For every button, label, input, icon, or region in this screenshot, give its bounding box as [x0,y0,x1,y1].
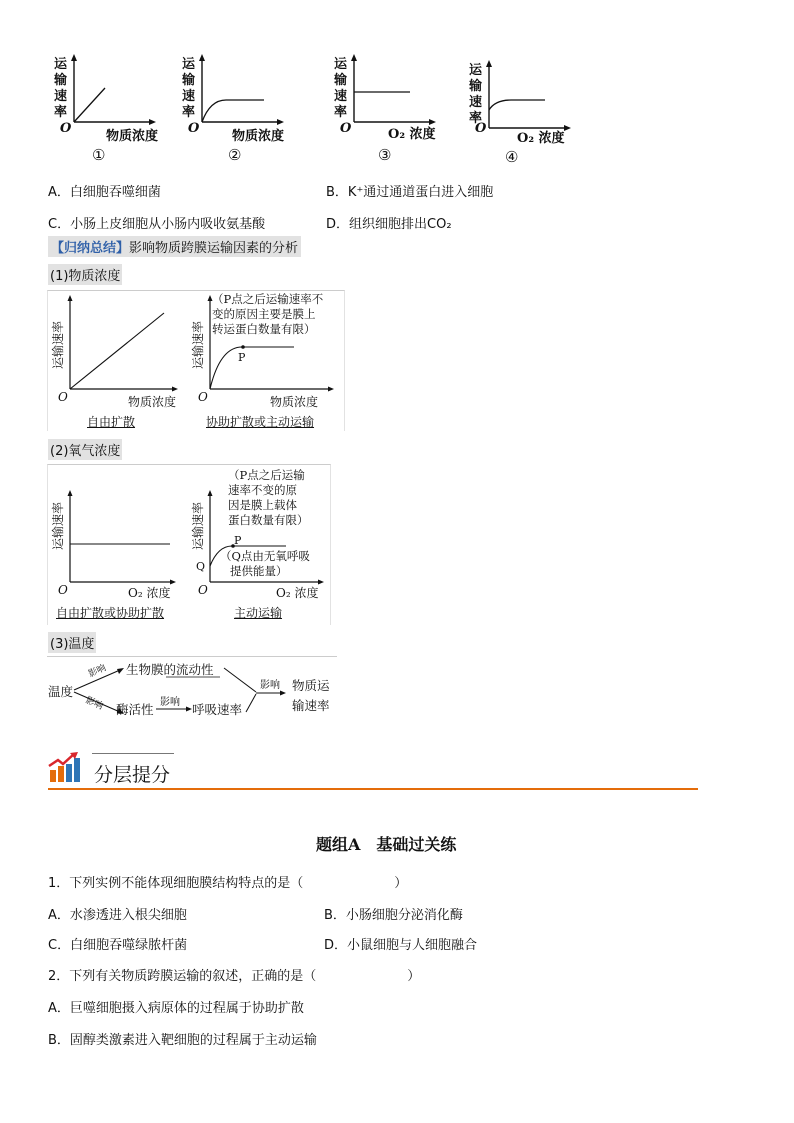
top-graph-1-ylabel-3: 速 [54,89,68,104]
group-title: 题组A 基础过关练 [316,835,457,854]
summary-bracket: 【归纳总结】 [51,241,130,256]
svg-text:速: 速 [334,89,348,104]
svg-text:输: 输 [334,73,348,88]
fig1-right-ylabel: 运输速率 [191,320,205,370]
svg-text:输: 输 [182,73,196,88]
svg-text:运: 运 [182,57,196,72]
svg-text:率: 率 [182,105,196,120]
fig1-right-xlabel: 物质浓度 [270,395,319,409]
top-graph-2-num: ② [228,146,242,164]
fig1-right-caption: 协助扩散或主动运输 [206,415,315,429]
top-graph-4 [465,58,595,168]
fig3-result-2: 输速率 [292,698,330,713]
top-graph-1-num: ① [92,146,106,164]
svg-text:率: 率 [469,111,483,126]
question-1-option-c: C．白细胞吞噬绿脓杆菌 [48,938,188,953]
summary-header [48,236,301,257]
top-graph-2-xlabel: 物质浓度 [232,129,285,144]
fig2-right-ylabel: 运输速率 [191,501,205,551]
svg-text:速: 速 [182,89,196,104]
fig3-affect-3: 影响 [160,697,180,708]
question-1-option-b: B．小肠细胞分泌消化酶 [324,908,463,923]
fig1-right-p: P [238,351,246,364]
fig2-right-q: Q [196,560,206,573]
fig1-left-ylabel: 运输速率 [51,320,65,370]
fig1-left-graph [50,295,190,405]
section-divider [48,788,698,790]
top-graph-3-xlabel: O₂ 浓度 [388,127,436,142]
top-graph-4-origin: O [475,121,487,136]
fig3-diagram [48,656,348,731]
top-graph-4-num: ④ [505,148,519,166]
top-graph-1-origin: O [60,121,72,136]
fig2-left-xlabel: O₂ 浓度 [128,586,171,600]
top-graph-1-ylabel-4: 率 [54,105,68,120]
section-title: 分层提分 [94,764,171,786]
fig1-left-xlabel: 物质浓度 [128,395,177,409]
question-2: 2．下列有关物质跨膜运输的叙述，正确的是（ ） [48,969,421,984]
section-title-rule [92,753,174,754]
top-graph-3-origin: O [340,121,352,136]
fig3-respiration: 呼吸速率 [192,702,243,717]
question-2-option-b: B．固醇类激素进入靶细胞的过程属于主动运输 [48,1033,317,1048]
fig2-right-caption: 主动运输 [234,606,283,620]
section-1-label: (1)物质浓度 [48,264,122,285]
option-b: B．K⁺通过通道蛋白进入细胞 [326,185,494,200]
option-a: A．白细胞吞噬细菌 [48,185,161,200]
fig2-right-p: P [234,534,242,547]
question-2-option-a: A．巨噬细胞摄入病原体的过程属于协助扩散 [48,1001,304,1016]
top-graph-1 [50,52,180,162]
option-d: D．组织细胞排出CO₂ [326,217,452,232]
question-1: 1．下列实例不能体现细胞膜结构特点的是（ ） [48,876,408,891]
growth-chart-icon [48,752,84,784]
top-graph-2-origin: O [188,121,200,136]
fig2-right-origin: O [198,583,208,597]
svg-text:输: 输 [469,79,483,94]
fig3-affect-2: 影响 [83,695,105,713]
svg-text:运: 运 [334,57,348,72]
top-graph-3-num: ③ [378,146,392,164]
fig2-note-q: （Q点由无氧呼吸 提供能量） [220,549,310,578]
section-2-label: (2)氧气浓度 [48,439,122,460]
fig3-result-1: 物质运 [292,678,330,693]
fig2-note-p: （P点之后运输 速率不变的原 因是膜上载体 蛋白数量有限） [228,468,309,527]
top-graph-1-xlabel: 物质浓度 [106,129,159,144]
summary-title: 影响物质跨膜运输因素的分析 [129,241,299,256]
top-graph-4-xlabel: O₂ 浓度 [517,131,565,146]
fig2-left-ylabel: 运输速率 [51,501,65,551]
fig2-left-origin: O [58,583,68,597]
fig1-left-caption: 自由扩散 [87,415,136,429]
fig3-fluidity: 生物膜的流动性 [126,662,214,677]
svg-text:运: 运 [469,63,483,78]
fig3-affect-4: 影响 [260,680,280,691]
top-graph-1-ylabel-1: 运 [54,57,68,72]
svg-text:率: 率 [334,105,348,120]
fig1-note: （P点之后运输速率不 变的原因主要是膜上 转运蛋白数量有限） [212,292,324,336]
fig1-right-origin: O [198,390,208,404]
top-graph-3 [330,52,460,162]
top-graph-2 [178,52,308,162]
fig3-temp: 温度 [48,684,74,699]
fig2-left-caption: 自由扩散或协助扩散 [56,606,165,620]
top-graph-1-ylabel-2: 输 [54,73,68,88]
fig3-affect-1: 影响 [87,663,108,680]
fig1-left-origin: O [58,390,68,404]
question-1-option-d: D．小鼠细胞与人细胞融合 [324,938,478,953]
question-1-option-a: A．水渗透进入根尖细胞 [48,908,187,923]
fig2-right-xlabel: O₂ 浓度 [276,586,319,600]
option-c: C．小肠上皮细胞从小肠内吸收氨基酸 [48,217,266,232]
svg-text:速: 速 [469,95,483,110]
fig3-enzyme: 酶活性 [116,702,154,717]
section-3-label: (3)温度 [48,632,96,653]
